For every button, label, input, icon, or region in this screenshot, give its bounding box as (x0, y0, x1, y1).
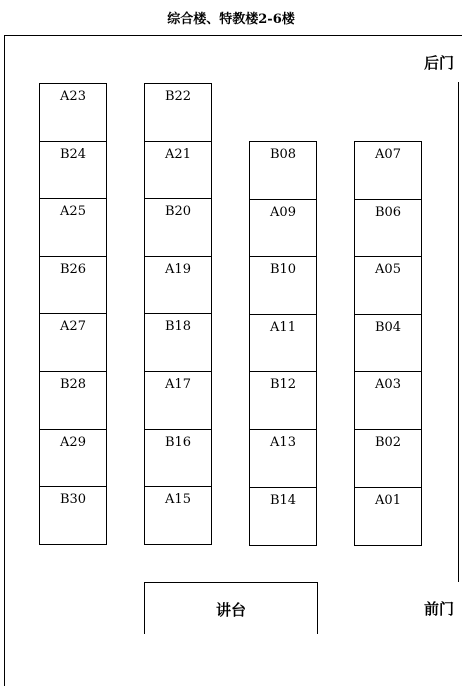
seat-b10 (249, 256, 317, 315)
seat-label: A21 (165, 147, 191, 162)
seat-a27 (39, 313, 107, 372)
seat-label: A09 (270, 205, 296, 220)
seat-label: B06 (374, 205, 402, 220)
seat-b18 (144, 313, 212, 372)
seat-label: B20 (164, 204, 192, 219)
seat-b20 (144, 198, 212, 257)
seat-label: A23 (60, 89, 86, 104)
seat-b08 (249, 141, 317, 200)
seat-b28 (39, 371, 107, 430)
seat-label: A15 (165, 492, 191, 507)
podium (144, 582, 318, 634)
seat-a25 (39, 198, 107, 257)
seat-label: A03 (375, 377, 401, 392)
seat-label: B18 (164, 319, 192, 334)
seat-label: A13 (270, 435, 296, 450)
seat-label: A05 (375, 262, 401, 277)
front-door-label: 前门 (424, 600, 455, 618)
seat-a03 (354, 371, 422, 430)
seat-a19 (144, 256, 212, 315)
seat-label: A11 (270, 320, 296, 335)
seat-b04 (354, 314, 422, 373)
seat-a15 (144, 486, 212, 545)
seat-a29 (39, 429, 107, 488)
seat-b16 (144, 429, 212, 488)
seat-b02 (354, 429, 422, 488)
seat-b12 (249, 371, 317, 430)
seat-label: A19 (165, 262, 191, 277)
seat-a01 (354, 487, 422, 546)
seat-label: B14 (269, 493, 297, 508)
seat-label: B30 (59, 492, 87, 507)
seat-b30 (39, 486, 107, 545)
seat-label: A25 (60, 204, 86, 219)
seat-a11 (249, 314, 317, 373)
seat-label: A17 (165, 377, 191, 392)
seat-label: B02 (374, 435, 402, 450)
seat-a13 (249, 429, 317, 488)
seat-b24 (39, 141, 107, 200)
seat-a21 (144, 141, 212, 200)
podium-label: 讲台 (215, 601, 246, 619)
seat-a07 (354, 141, 422, 200)
seat-a09 (249, 199, 317, 258)
seat-b26 (39, 256, 107, 315)
seat-label: B24 (59, 147, 87, 162)
seat-label: B26 (59, 262, 87, 277)
seat-b14 (249, 487, 317, 546)
seat-b22 (144, 83, 212, 142)
back-door-label: 后门 (424, 54, 455, 72)
seat-label: B08 (269, 147, 297, 162)
seat-label: A29 (60, 435, 86, 450)
seat-label: B04 (374, 320, 402, 335)
seat-label: A01 (375, 493, 401, 508)
seat-label: A27 (60, 319, 86, 334)
page-title: 综合楼、特教楼2-6楼 (167, 12, 295, 27)
seat-label: B12 (269, 377, 297, 392)
seat-label: B10 (269, 262, 297, 277)
seat-a05 (354, 256, 422, 315)
seat-a23 (39, 83, 107, 142)
seat-label: B28 (59, 377, 87, 392)
seat-label: B16 (164, 435, 192, 450)
seat-a17 (144, 371, 212, 430)
seat-label: B22 (164, 89, 192, 104)
seat-b06 (354, 199, 422, 258)
seat-label: A07 (375, 147, 401, 162)
back-door-gap (456, 36, 462, 81)
